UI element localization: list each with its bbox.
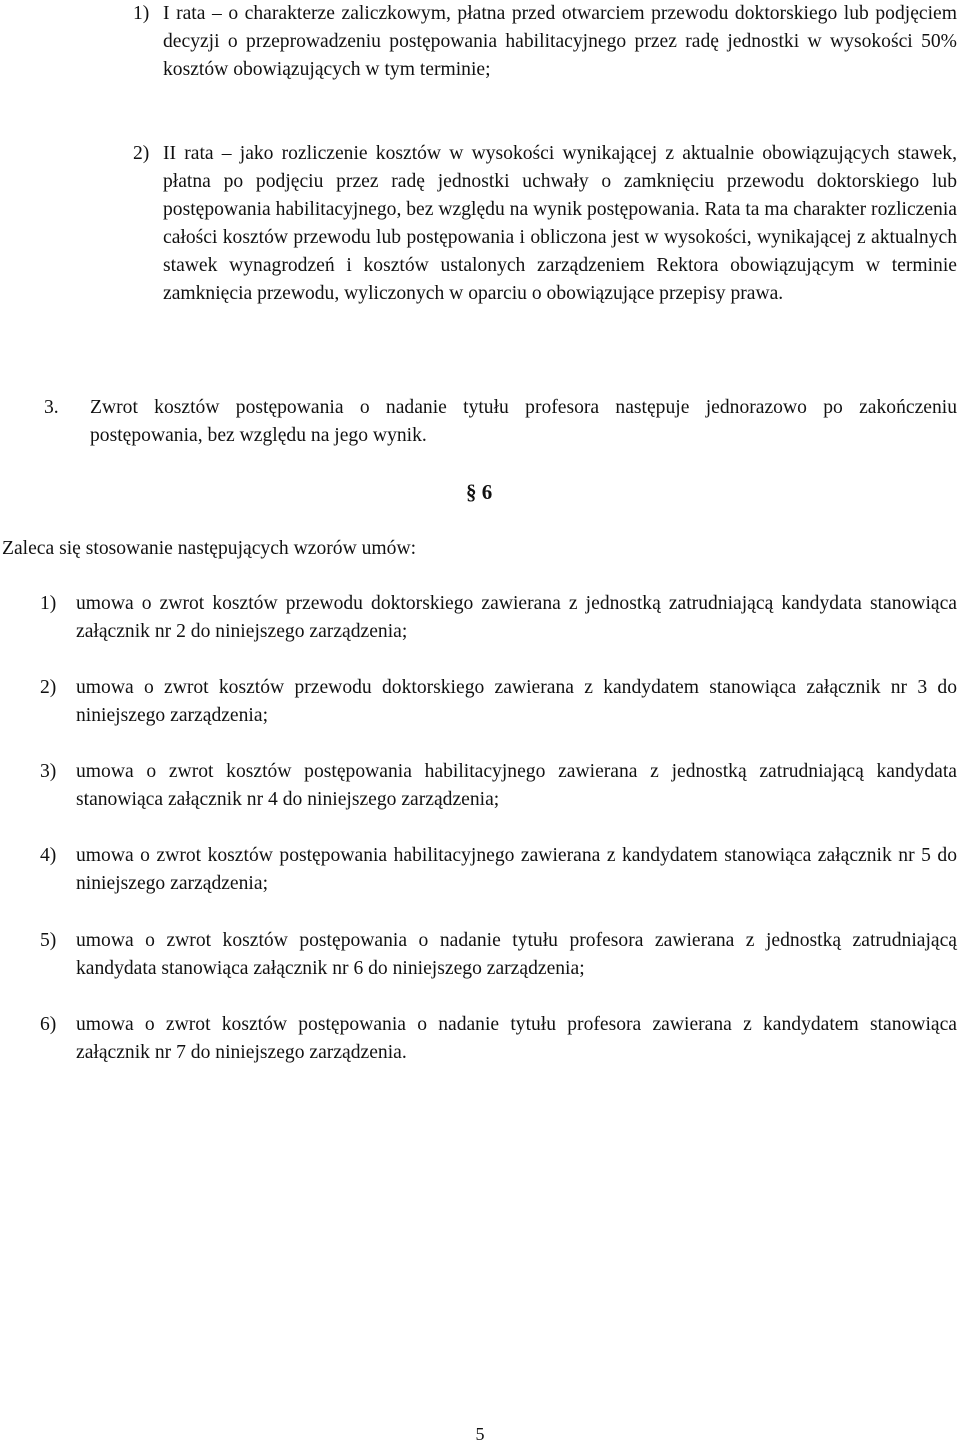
contract-item-6: [40, 1011, 957, 1067]
contract-item-3: [40, 758, 957, 814]
contract-number: 2): [40, 677, 57, 698]
contract-number: 6): [40, 1014, 57, 1035]
contract-text: [40, 758, 957, 814]
intro-text: Zaleca się stosowanie następujących wzorów umów:: [2, 538, 417, 559]
contract-item-5: [40, 927, 957, 983]
contract-number: 3): [40, 761, 57, 782]
list-item-number: 1): [133, 3, 150, 24]
contract-item-4: [40, 842, 957, 898]
contract-2-text: umowa o zwrot kosztów przewodu doktorskiego zawierana z kandydatem stanowiąca załącznik nr 3 do niniejszego zarządzenia;: [76, 677, 957, 726]
contract-5-text: umowa o zwrot kosztów postępowania o nadanie tytułu profesora zawierana z jednostką zatrudniającą kandydata stanowiąca załącznik nr 6 do niniejszego zarządzenia;: [76, 930, 957, 979]
point-3: [44, 394, 957, 450]
contract-4-text: umowa o zwrot kosztów postępowania habilitacyjnego zawierana z kandydatem stanowiąca załącznik nr 5 do niniejszego zarządzenia;: [76, 845, 957, 894]
contract-6-text: umowa o zwrot kosztów postępowania o nadanie tytułu profesora zawierana z kandydatem stanowiąca załącznik nr 7 do niniejszego zarządzenia.: [76, 1014, 957, 1063]
point-number: 3.: [44, 397, 59, 418]
contract-text: [40, 927, 957, 983]
contract-3-text: umowa o zwrot kosztów postępowania habilitacyjnego zawierana z jednostką zatrudniającą kandydata stanowiąca załącznik nr 4 do niniejszego zarządzenia;: [76, 761, 957, 810]
contract-item-2: [40, 674, 957, 730]
point-text: [44, 394, 957, 450]
list-item-installment-1: [133, 0, 957, 84]
contract-number: 5): [40, 930, 57, 951]
contract-text: [40, 674, 957, 730]
contract-text: [40, 842, 957, 898]
contract-text: [40, 590, 957, 646]
contract-number: 1): [40, 593, 57, 614]
point-3-text: Zwrot kosztów postępowania o nadanie tytułu profesora następuje jednorazowo po zakończeniu postępowania, bez względu na jego wynik.: [90, 397, 957, 446]
list-item-installment-2: [133, 140, 957, 308]
list-item-text: [133, 140, 957, 308]
list-item-text: [133, 0, 957, 84]
installment-2-text: II rata – jako rozliczenie kosztów w wysokości wynikającej z aktualnie obowiązujących stawek, płatna po podjęciu przez radę jednostki uchwały o zamknięciu przewodu doktorskiego lub postępowania habilitacyjnego, bez względu na wynik postępowania. Rata ta ma charakter rozliczenia całości kosztów przewodu lub postępowania i obliczona jest w wysokości, wynikającej z aktualnych stawek wynagrodzeń i kosztów ustalonych zarządzeniem Rektora obowiązującym w terminie zamknięcia przewodu, wyliczonych w oparciu o obowiązujące przepisy prawa.: [163, 143, 957, 304]
installment-1-text: I rata – o charakterze zaliczkowym, płatna przed otwarciem przewodu doktorskiego lub podjęciem decyzji o przeprowadzeniu postępowania habilitacyjnego przez radę jednostki w wysokości 50% kosztów obowiązujących w tym terminie;: [163, 3, 957, 80]
list-item-number: 2): [133, 143, 150, 164]
contract-text: [40, 1011, 957, 1067]
section-heading: § 6: [466, 480, 493, 504]
contract-item-1: [40, 590, 957, 646]
page-number: 5: [475, 1424, 485, 1444]
contract-number: 4): [40, 845, 57, 866]
contract-1-text: umowa o zwrot kosztów przewodu doktorskiego zawierana z jednostką zatrudniającą kandydata stanowiąca załącznik nr 2 do niniejszego zarządzenia;: [76, 593, 957, 642]
